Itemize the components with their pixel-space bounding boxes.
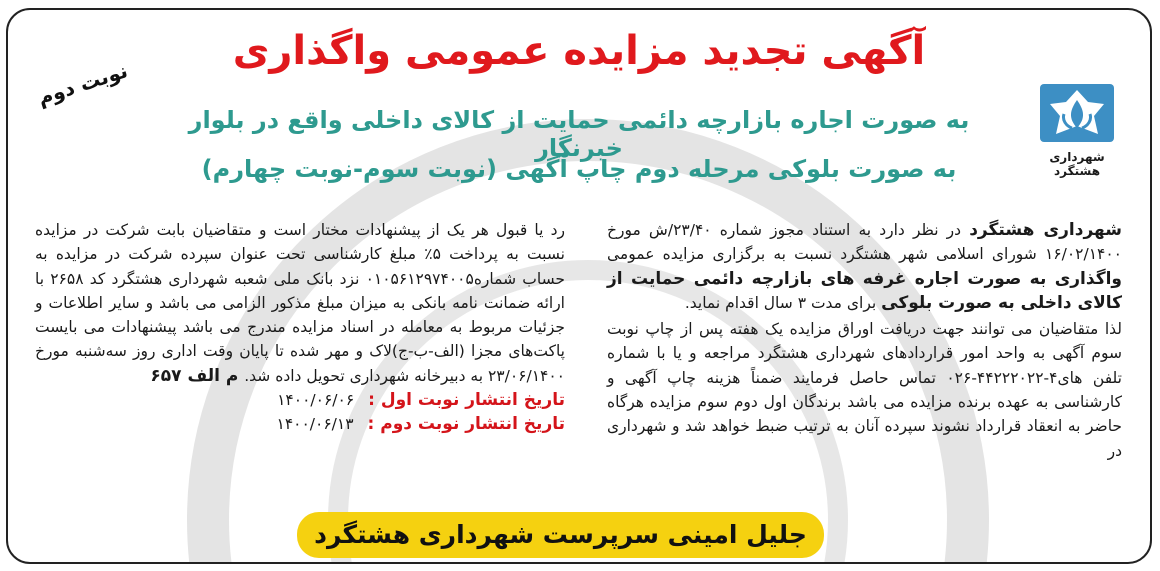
right-column: [607, 218, 1122, 463]
subtitle-line-2: به صورت بلوکی مرحله دوم چاپ آگهی (نوبت سوم-نوبت چهارم): [201, 155, 957, 183]
publish-date-second-label: تاریخ انتشار نوبت دوم :: [367, 414, 565, 435]
publish-date-first: [35, 388, 565, 412]
paragraph-intro: [607, 218, 1122, 315]
round-badge: نوبت دوم: [34, 58, 131, 110]
conditions-text: رد یا قبول هر یک از پیشنهادات مختار است و متقاضیان بابت شرکت در مزایده نسبت به پرداخت ۵٪ مبلغ کارشناسی تحت عنوان سپرده شرکت در مزایده به حساب شماره۰۱۰۵۶۱۲۹۷۴۰۰۵ نزد بانک ملی شعبه شهرداری هشتگرد کد ۲۶۵۸ با ارائه ضمانت نامه بانکی به میزان مبلغ مذکور الزامی می باشد و سایر اطلاعات و جزئیات مربوط به معامله در اسناد مزایده مندرج می باشد پیشنهادات می بایست پاکت‌های مجزا (الف-ب-ج)لاک و مهر شده تا پایان وقت اداری روز سه‌شنبه مورخ ۲۳/۰۶/۱۴۰۰ به دبیرخانه شهرداری تحویل داده شد.: [35, 221, 566, 385]
reference-code: م الف ۶۵۷: [150, 365, 245, 386]
announcement-frame: [6, 8, 1152, 564]
paragraph-conditions: [35, 218, 565, 388]
subtitle-line-1: به صورت اجاره بازارچه دائمی حمایت از کالای داخلی واقع در بلوار خبرنگار: [188, 106, 970, 162]
publish-date-second-value: ۱۴۰۰/۰۶/۱۳: [276, 415, 354, 434]
left-column: [35, 218, 565, 437]
publish-date-first-label: تاریخ انتشار نوبت اول :: [368, 390, 565, 411]
municipality-name: شهرداری هشتگرد: [969, 220, 1122, 240]
signature-banner: جلیل امینی سرپرست شهرداری هشتگرد: [297, 512, 824, 558]
publish-date-first-value: ۱۴۰۰/۰۶/۰۶: [277, 391, 355, 410]
page-title: آگهی تجدید مزایده عمومی واگذاری: [232, 28, 926, 74]
logo-caption: شهرداری هشتگرد: [1049, 150, 1105, 178]
publish-date-second: [35, 412, 565, 436]
municipality-logo: [1032, 82, 1122, 178]
paragraph-instructions: لذا متقاضیان می توانند جهت دریافت اوراق مزایده یک هفته پس از چاپ نوبت سوم آگهی به واحد امور قراردادهای شهرداری هشتگرد مراجعه و یا با شماره تلفن های۴-۴۴۲۲۲۰۲۲-۰۲۶ تماس حاصل فرمایند ضمناً هزینه چاپ آگهی و کارشناسی به عهده برنده مزایده می باشد برندگان اول دوم سوم مزایده هرگاه حاضر به انعقاد قرارداد نشوند سپرده آنان به ترتیب ضبط خواهد شد و شهرداری در: [607, 320, 1122, 460]
intro-text: در نظر دارد به استناد مجوز شماره ۲۳/۴۰/ش مورخ ۱۶/۰۲/۱۴۰۰ شورای اسلامی شهر هشتگرد نسبت به برگزاری مزایده عمومی: [607, 221, 1122, 264]
auction-subject: واگذاری به صورت اجاره غرفه های بازارچه دائمی حمایت از کالای داخلی به صورت بلوکی: [607, 268, 1122, 313]
intro-tail: برای مدت ۳ سال اقدام نماید.: [684, 293, 882, 312]
municipality-emblem-icon: [1038, 82, 1116, 144]
